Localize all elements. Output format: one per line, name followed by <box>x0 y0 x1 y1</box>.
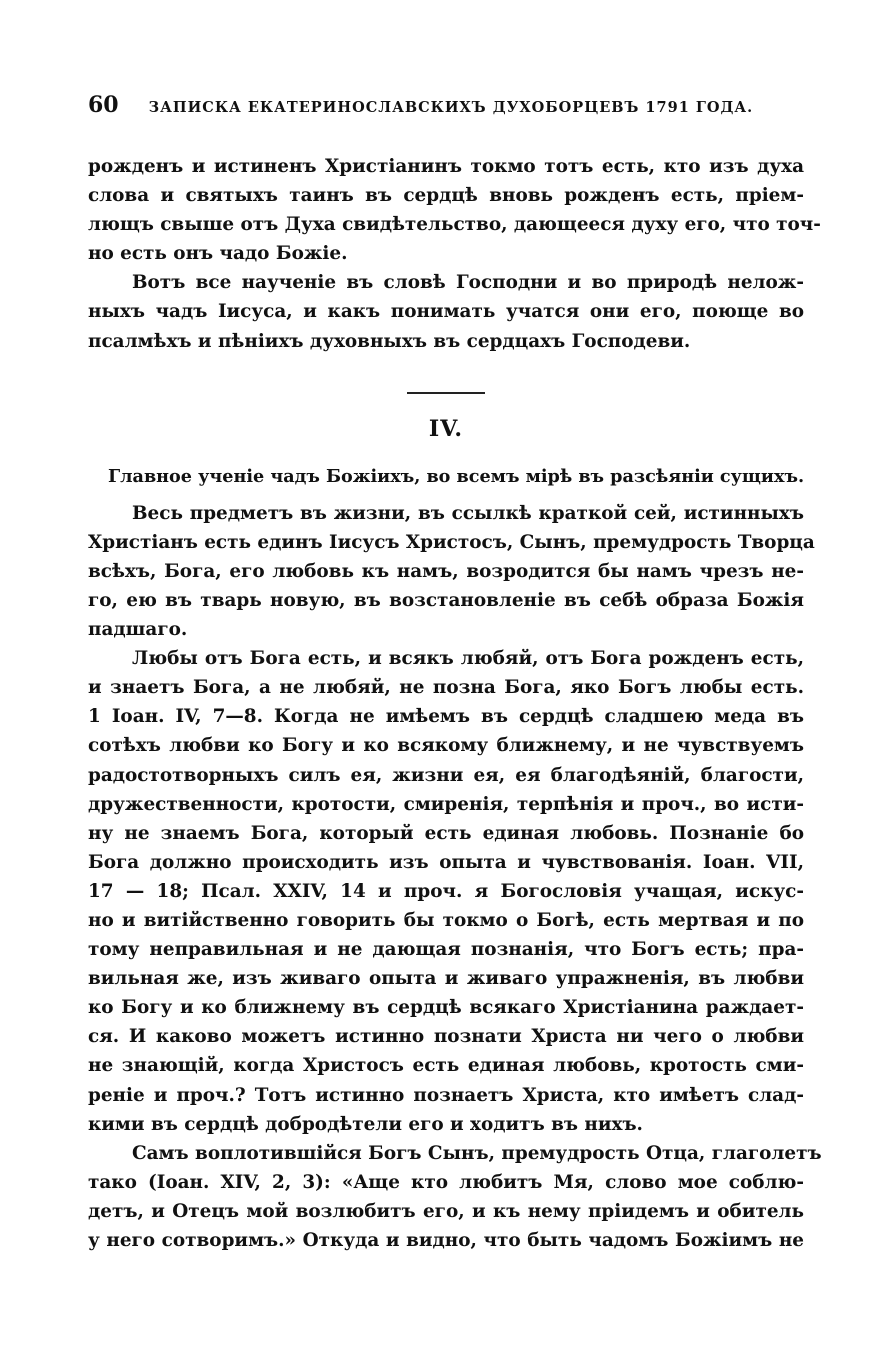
text-line: реніе и проч.? Тотъ истинно познаетъ Христа, кто имѣетъ слад- <box>88 1084 804 1106</box>
text-line: но и витійственно говорить бы токмо о Богѣ, есть мертвая и по <box>88 909 804 931</box>
text-line: детъ, и Отецъ мой возлюбитъ его, и къ нему пріидемъ и обитель <box>88 1200 804 1222</box>
continuation-paragraph <box>88 152 821 268</box>
page-number: 60 <box>88 92 119 118</box>
text-line: ся. И каково можетъ истинно познати Христа ни чего о любви <box>88 1026 804 1048</box>
paragraph <box>88 499 815 644</box>
section-divider <box>407 392 485 394</box>
running-head: ЗАПИСКА ЕКАТЕРИНОСЛАВСКИХЪ ДУХОБОРЦЕВЪ 1791 ГОДА. <box>148 99 754 116</box>
text-line: Вотъ все наученіе въ словѣ Господни и во природѣ нелож- <box>132 272 804 294</box>
text-line: ко Богу и ко ближнему въ сердцѣ всякаго Христіанина раждает- <box>88 997 804 1019</box>
text-line: Бога должно происходить изъ опыта и чувствованія. Іоан. VII, <box>88 851 804 873</box>
paragraph <box>88 644 804 1139</box>
text-line: Самъ воплотившійся Богъ Сынъ, премудрость Отца, глаголетъ <box>132 1142 822 1164</box>
text-line: лющъ свыше отъ Духа свидѣтельство, дающееся духу его, что точ- <box>88 214 821 236</box>
text-line: вильная же, изъ живаго опыта и живаго упражненія, въ любви <box>88 968 804 990</box>
text-line: тако (Іоан. XIV, 2, 3): «Аще кто любитъ Мя, слово мое соблю- <box>88 1171 804 1193</box>
text-line: рожденъ и истиненъ Христіанинъ токмо тотъ есть, кто изъ духа <box>88 156 804 177</box>
text-line: не знающій, когда Христосъ есть единая любовь, кротость сми- <box>88 1055 804 1077</box>
text-line: у него сотворимъ.» Откуда и видно, что быть чадомъ Божіимъ не <box>88 1230 804 1251</box>
text-line: и знаетъ Бога, а не любяй, не позна Бога, яко Богъ любы есть. <box>88 677 804 699</box>
text-line: но есть онъ чадо Божіе. <box>88 243 348 265</box>
text-line: ну не знаемъ Бога, который есть единая любовь. Познаніе бо <box>88 822 804 844</box>
text-line: всѣхъ, Бога, его любовь къ намъ, возродится бы намъ чрезъ не- <box>88 560 804 582</box>
paragraph <box>88 268 804 355</box>
text-line: 17 — 18; Псал. XXIV, 14 и проч. я Богословія учащая, искус- <box>88 880 804 902</box>
text-line: кими въ сердцѣ добродѣтели его и ходитъ въ нихъ. <box>88 1113 643 1135</box>
text-line: тому неправильная и не дающая познанія, что Богъ есть; пра- <box>88 939 804 961</box>
text-line: 1 Іоан. IV, 7—8. Когда не имѣемъ въ сердцѣ сладшею меда въ <box>88 706 804 728</box>
text-line: Любы отъ Бога есть, и всякъ любяй, отъ Бога рожденъ есть, <box>132 648 804 670</box>
text-line: го, ею въ тварь новую, въ возстановленіе въ себѣ образа Божія <box>88 589 804 611</box>
text-line: ныхъ чадъ Іисуса, и какъ понимать учатся они его, поюще во <box>88 301 804 323</box>
text-line: Христіанъ есть единъ Іисусъ Христосъ, Сынъ, премудрость Творца <box>88 531 815 553</box>
section-title: Главное ученіе чадъ Божіихъ, во всемъ мірѣ въ разсѣяніи сущихъ. <box>108 465 805 487</box>
text-line: радостотворныхъ силъ ея, жизни ея, ея благодѣяній, благости, <box>88 764 804 786</box>
text-line: падшаго. <box>88 619 188 641</box>
section-number: IV. <box>428 415 464 442</box>
text-line: дружественности, кротости, смиренія, терпѣнія и проч., во исти- <box>88 793 804 815</box>
text-line: сотѣхъ любви ко Богу и ко всякому ближнему, и не чувствуемъ <box>88 735 804 757</box>
page-header <box>88 92 804 130</box>
paragraph <box>88 1139 822 1255</box>
text-line: слова и святыхъ таинъ въ сердцѣ вновь рожденъ есть, пріем- <box>88 185 804 207</box>
book-page <box>88 92 822 1255</box>
text-line: псалмѣхъ и пѣніихъ духовныхъ въ сердцахъ Господеви. <box>88 330 691 352</box>
text-line: Весь предметъ въ жизни, въ ссылкѣ краткой сей, истинныхъ <box>132 502 804 524</box>
